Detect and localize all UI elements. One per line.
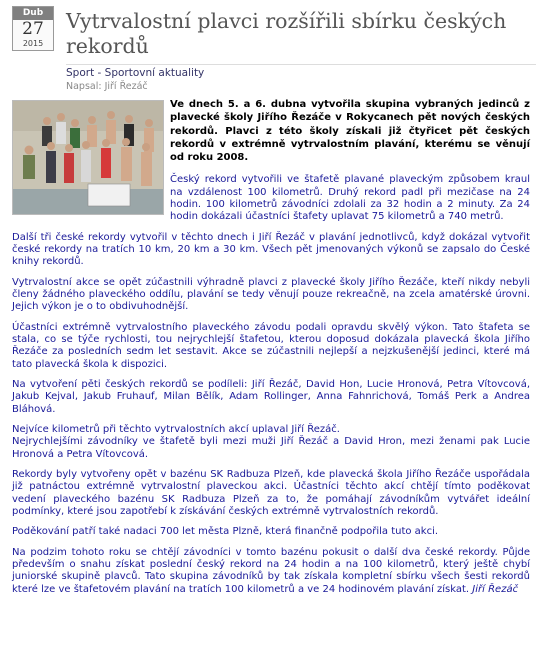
article-paragraph: Vytrvalostní akce se opět zúčastnili výhradně plavci z plavecké školy Jiřího Řezáče, kteří nikdy nebyli členy žádného plaveckého oddílu, plavání se tedy věnují pouze rekreačně, na zcela amatérské úrovni. Jejich výkon je o to obdivuhodnější. — [12, 276, 530, 313]
article-last-text: Na podzim tohoto roku se chtějí závodníci v tomto bazénu pokusit o další dva české rekordy. Půjde především o snahu získat poslední český rekord na 24 hodin a na 100 kilometrů, který ještě chybí juniorské skupině plavců. Tato skupina závodníků by tak získala kompletní sbírku všech šesti rekordů které lze ve štafetovém plavání na tratích 100 kilometrů a ve 24 hodinovém plavání získat. — [12, 546, 530, 595]
date-day: 27 — [22, 19, 44, 39]
article-paragraph: Nejvíce kilometrů při těchto vytrvalostních akcí uplaval Jiří Řezáč. Nejrychlejšími závodníky ve štafetě byli mezi muži Jiří Řezáč a David Hron, mezi ženami pak Lucie Hronová a Petra Vítovcová. — [12, 424, 530, 460]
article-lead: Ve dnech 5. a 6. dubna vytvořila skupina vybraných jedinců z plavecké školy Jiřího Řezáče v Rokycanech pět nových českých rekordů. Plavci z této školy získali již čtyřicet pět českých rekordů v extrémně vytrvalostním plavání, kterému se věnují od roku 2008. — [170, 99, 530, 164]
article-paragraph: Účastníci extrémně vytrvalostního plaveckého závodu podali opravdu skvělý výkon. Tato štafeta se stala, co se týče rychlosti, tou nejrychlejší štafetou, kterou doposud dokázala plavecká škola Jiřího Řezáče za posledních sedm let sestavit. Akce se zúčastnili nejlepší a nejzkušenější jedinci, které má tato plavecká škola k dispozici. — [12, 321, 530, 370]
article-paragraph: Český rekord vytvořili ve štafetě plavané plaveckým způsobem kraul na vzdálenost 100 kilometrů. Druhý rekord padl při mezičase na 24 hodin. 100 kilometrů závodníci zdolali za 32 hodin a 2 minuty. Za 24 hodin dokázali účastníci štafety uplavat 75 kilometrů a 740 metrů. — [170, 174, 530, 223]
article-paragraph-last — [12, 547, 530, 596]
article-paragraph: Na vytvoření pěti českých rekordů se podíleli: Jiří Řezáč, David Hon, Lucie Hronová, Petra Vítovcová, Jakub Kejval, Jakub Fruhauf, Milan Bělík, Adam Rollinger, Anna Fahnrichová, Tomáš Perk a Andrea Bláhová. — [12, 379, 530, 415]
article-title[interactable]: Vytrvalostní plavci rozšířili sbírku českých rekordů — [66, 9, 507, 58]
team-photo — [12, 100, 164, 215]
article-author: Napsal: Jiří Řezáč — [66, 81, 148, 92]
article-paragraph: Poděkování patří také nadaci 700 let města Plzně, která finančně podpořila tuto akci. — [12, 526, 439, 538]
article-signature: Jiří Řezáč — [472, 583, 519, 595]
date-year: 2015 — [22, 39, 44, 48]
date-badge — [12, 6, 54, 51]
title-divider — [66, 64, 536, 65]
article-paragraph: Rekordy byly vytvořeny opět v bazénu SK Radbuza Plzeň, kde plavecká škola Jiřího Řezáče uspořádala již patnáctou extrémně vytrvalostní plaveckou akci. Účastníci těchto akcí chtějí tímto poděkovat vedení plaveckého bazénu SK Radbuza Plzeň za to, že pomáhají závodníkům vytvářet ideální podmínky, které jsou zapotřebí k získávání českých extrémně vytrvalostních rekordů. — [12, 468, 530, 517]
article-body — [12, 98, 530, 604]
article-paragraph: Další tři české rekordy vytvořil v těchto dnech i Jiří Řezáč v plavání jednotlivců, když dokázal vytvořit české rekordy na tratích 10 km, 20 km a 30 km. Všech pět jmenovaných výkonů se zapsalo do České knihy rekordů. — [12, 231, 530, 268]
article-category[interactable]: Sport - Sportovní aktuality — [66, 67, 205, 79]
date-month: Dub — [13, 7, 53, 20]
